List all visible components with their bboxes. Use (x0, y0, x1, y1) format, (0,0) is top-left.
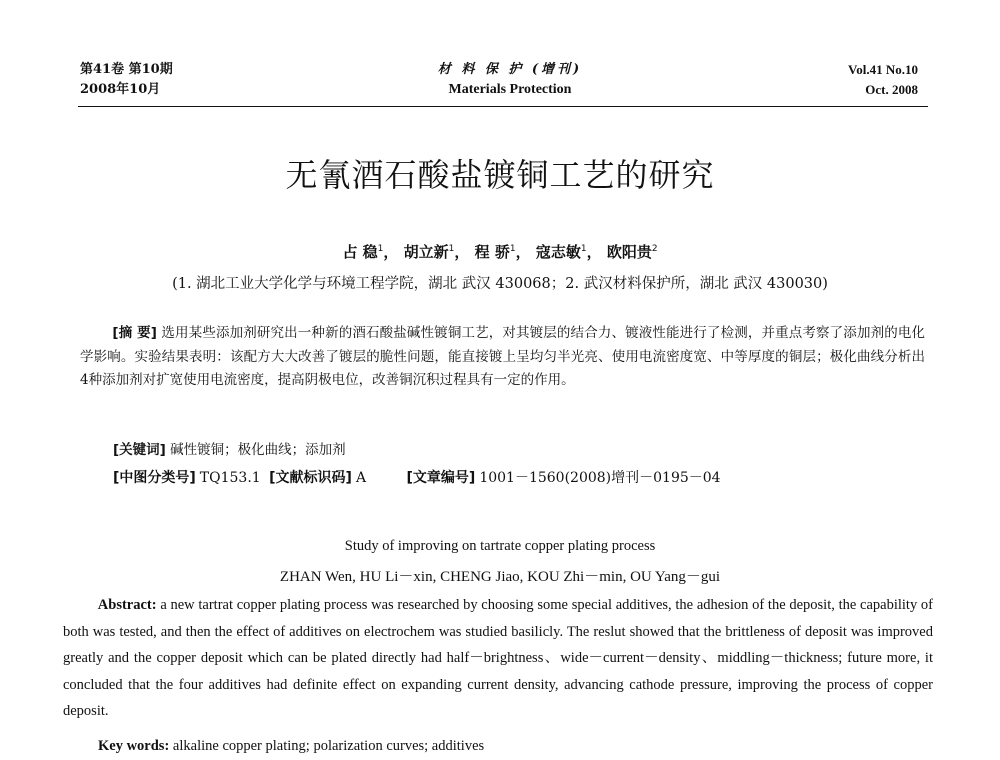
keywords-cn-label: [关键词] (113, 442, 166, 458)
author-5: 欧阳贵$^2$ (606, 243, 658, 261)
author-1: 占 稳$^1$ (342, 243, 384, 261)
keywords-en-label: Key words: (98, 738, 170, 754)
affiliation-cn: (1. 湖北工业大学化学与环境工程学院，湖北 武汉 430068；2. 武汉材料保护所，湖北 武汉 430030) (172, 276, 828, 292)
abstract-cn (80, 322, 925, 393)
author-list-cn: 占 稳$^1$， 胡立新$^1$， 程 骄$^1$， 寇志敏$^1$， 欧阳贵$^2$ (342, 243, 658, 261)
journal-name (300, 60, 720, 100)
keywords-en-text: alkaline copper plating; polarization curves; additives (172, 738, 485, 754)
paper-title-cn: 无氰酒石酸盐镀铜工艺的研究 (285, 156, 715, 194)
articleno-label: [文章编号] (406, 470, 476, 486)
journal-volume-issue (80, 60, 173, 100)
author-list-en: ZHAN Wen, HU Li－xin, CHENG Jiao, KOU Zhi－min, OU Yang－gui (279, 569, 721, 585)
header-rule (78, 106, 928, 107)
date-cn: 2008年10月 (80, 82, 161, 97)
classification-line (113, 467, 725, 487)
abstract-cn-label: [摘 要] (112, 325, 157, 341)
journal-name-en: Materials Protection (448, 82, 572, 97)
author-3: 程 骄$^1$ (474, 243, 516, 261)
abstract-en (63, 592, 933, 725)
keywords-cn-text: 碱性镀铜；极化曲线；添加剂 (170, 442, 346, 458)
class-value: TQ153.1 (199, 470, 261, 486)
author-4: 寇志敏$^1$ (535, 243, 587, 261)
journal-volume-issue-en (848, 60, 918, 100)
author-2: 胡立新$^1$ (403, 243, 455, 261)
journal-name-cn: 材 料 保 护 (增刊) (437, 62, 583, 77)
abstract-en-text: a new tartrat copper plating process was researched by choosing some special additives, the adhesion of the deposit, the capability of both was tested, and then the effect of additives on electrochem was studied basilicly. The reslut showed that the brittleness of deposit was improved greatly and the copper deposit which can be plated directly had half－brightness、wide－current－density、middling－thickness; future more, it concluded that the four additives had definite effect on expanding current density, advancing cathode pressure, improving the process of copper deposit. (63, 597, 934, 719)
doccode-value: A (355, 470, 367, 486)
class-label: [中图分类号] (113, 470, 196, 486)
paper-title-en: Study of improving on tartrate copper plating process (344, 538, 656, 554)
abstract-en-label: Abstract: (97, 597, 157, 613)
volume-issue-cn: 第41卷 第10期 (80, 62, 173, 77)
keywords-cn (113, 438, 346, 458)
articleno-value: 1001－1560(2008)增刊－0195－04 (479, 470, 721, 486)
doccode-label: [文献标识码] (269, 470, 352, 486)
volume-issue-en: Vol.41 No.10 (848, 62, 918, 77)
abstract-cn-text: 选用某些添加剂研究出一种新的酒石酸盐碱性镀铜工艺，对其镀层的结合力、镀液性能进行了检测，并重点考察了添加剂的电化学影响。实验结果表明：该配方大大改善了镀层的脆性问题，能直接镀上呈均匀半光亮、使用电流密度宽、中等厚度的铜层；极化曲线分析出4种添加剂对扩宽使用电流密度，提高阴极电位，改善铜沉积过程具有一定的作用。 (80, 325, 925, 388)
keywords-en (98, 738, 484, 755)
date-en: Oct. 2008 (865, 82, 918, 97)
